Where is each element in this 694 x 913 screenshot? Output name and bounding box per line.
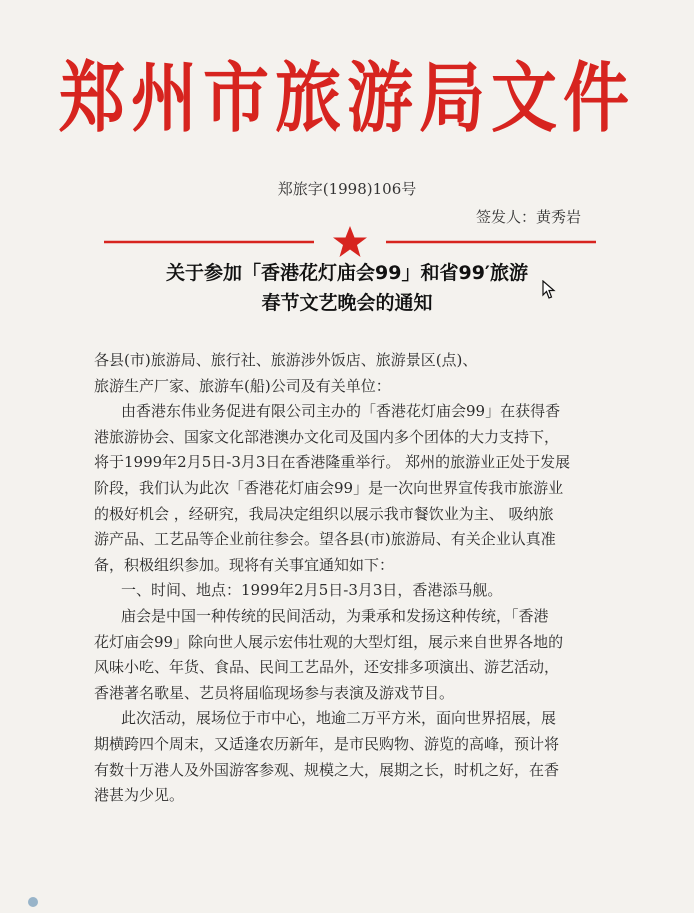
- body-line: 期横跨四个周末，又适逢农历新年，是市民购物、游览的高峰，预计将: [94, 734, 560, 753]
- masthead-title: 郑州市旅游局文件: [59, 54, 635, 143]
- title-line-1: 关于参加「香港花灯庙会99」和省99′旅游: [166, 262, 528, 284]
- body-line: 此次活动，展场位于市中心，地逾二万平方米，面向世界招展，展: [121, 709, 557, 728]
- body-line: 游产品、工艺品等企业前往参会。望各县(市)旅游局、有关企业认真准: [94, 530, 556, 549]
- body-line: 一、时间、地点：1999年2月5日-3月3日，香港添马舰。: [121, 581, 503, 600]
- notice-title: [0, 258, 694, 318]
- scan-mark: [28, 897, 38, 907]
- body-line: 港旅游协会、国家文化部港澳办文化司及国内多个团体的大力支持下，: [94, 427, 560, 446]
- document-number: 郑旅字(1998)106号: [277, 180, 417, 198]
- star-icon: [333, 226, 367, 257]
- signer: 签发人：黄秀岩: [476, 208, 582, 226]
- body-line: 花灯庙会99」除向世人展示宏伟壮观的大型灯组，展示来自世界各地的: [94, 632, 564, 651]
- body-line: 有数十万港人及外国游客参观、规模之大，展期之长，时机之好，在香: [94, 760, 560, 779]
- body-line: 香港著名歌星、艺员将届临现场参与表演及游戏节目。: [94, 683, 455, 702]
- body-line: 将于1999年2月5日-3月3日在香港隆重举行。 郑州的旅游业正处于发展: [94, 453, 571, 472]
- body-line: 备，积极组织参加。现将有关事宜通知如下：: [94, 555, 395, 574]
- body-line: 风味小吃、年货、食品、民间工艺品外，还安排多项演出、游艺活动，: [94, 658, 560, 677]
- body-line: 港甚为少见。: [94, 786, 185, 805]
- red-divider-with-star: [100, 224, 600, 258]
- body-line: 阶段，我们认为此次「香港花灯庙会99」是一次向世界宣传我市旅游业: [94, 478, 564, 497]
- title-line-2: 春节文艺晚会的通知: [261, 292, 433, 314]
- notice-body: [94, 348, 618, 809]
- mouse-cursor-icon: [542, 280, 556, 300]
- body-line: 的极好机会 ，经研究，我局决定组织以展示我市餐饮业为主、 吸纳旅: [94, 504, 554, 523]
- body-line: 庙会是中国一种传统的民间活动，为秉承和发扬这种传统，「香港: [121, 606, 549, 625]
- body-line: 由香港东伟业务促进有限公司主办的「香港花灯庙会99」在获得香: [121, 402, 561, 421]
- body-line: 各县(市)旅游局、旅行社、旅游涉外饭店、旅游景区(点)、: [94, 351, 478, 369]
- body-line: 旅游生产厂家、旅游车(船)公司及有关单位：: [94, 376, 391, 395]
